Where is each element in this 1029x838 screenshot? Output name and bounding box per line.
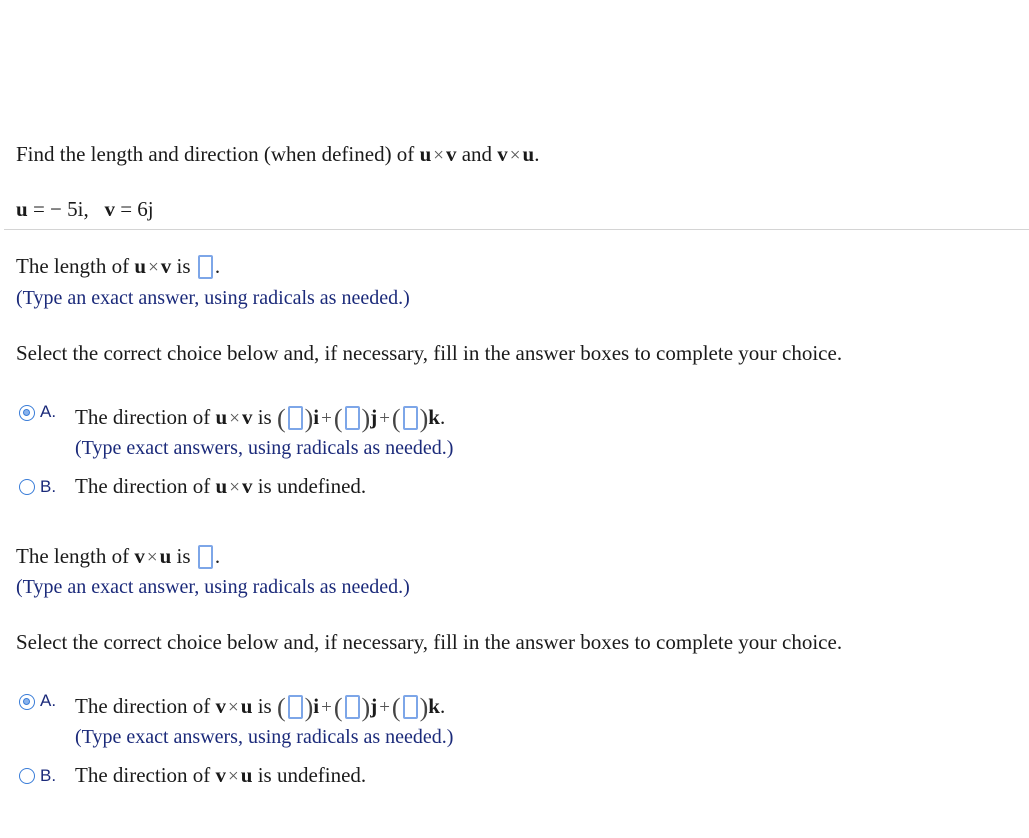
close-paren: ) <box>419 693 429 722</box>
cross-symbol: × <box>228 766 239 787</box>
length-suffix: is <box>176 254 191 278</box>
and-text: and <box>461 142 493 166</box>
part2-option-b-text <box>75 763 366 788</box>
part2-j-component-box[interactable] <box>345 695 360 719</box>
open-paren: ( <box>391 693 401 722</box>
part1-i-component-box[interactable] <box>288 406 303 430</box>
i-unit: i <box>313 405 320 429</box>
part2-option-a-hint: (Type exact answers, using radicals as needed.) <box>75 726 454 748</box>
k-unit: k <box>428 405 440 429</box>
part1-option-b-radio[interactable] <box>19 479 35 495</box>
v-symbol: v <box>215 763 227 787</box>
option-a-is: is <box>257 694 272 718</box>
u-symbol: u <box>134 254 147 278</box>
length-suffix: is <box>176 544 191 568</box>
option-b-prefix: The direction of <box>75 763 211 787</box>
part1-option-a-hint: (Type exact answers, using radicals as needed.) <box>75 437 454 459</box>
given-v-value: = 6j <box>120 197 154 221</box>
part1-j-component-box[interactable] <box>345 406 360 430</box>
part1-k-component-box[interactable] <box>403 406 418 430</box>
period: . <box>439 405 446 429</box>
u-symbol: u <box>522 142 535 166</box>
given-u-label: u <box>16 197 28 221</box>
part2-select-instruction: Select the correct choice below and, if necessary, fill in the answer boxes to complete your choice. <box>16 630 843 654</box>
part1-select-instruction: Select the correct choice below and, if necessary, fill in the answer boxes to complete your choice. <box>16 341 843 365</box>
divider <box>4 229 1029 230</box>
length-prefix: The length of <box>16 544 130 568</box>
cross-symbol: × <box>509 145 521 166</box>
cross-symbol: × <box>229 408 240 429</box>
part1-length-answer-box[interactable] <box>198 255 213 279</box>
part2-k-component-box[interactable] <box>403 695 418 719</box>
plus: + <box>379 697 390 718</box>
cross-symbol: × <box>228 697 239 718</box>
option-a-prefix: The direction of <box>75 694 211 718</box>
option-b-prefix: The direction of <box>75 474 211 498</box>
given-vectors <box>16 197 154 222</box>
k-unit: k <box>428 694 440 718</box>
part1-option-b-letter: B. <box>40 477 57 496</box>
v-symbol: v <box>215 694 227 718</box>
u-symbol: u <box>240 763 253 787</box>
cross-symbol: × <box>433 145 444 166</box>
open-paren: ( <box>333 404 343 433</box>
part2-option-a-letter: A. <box>40 691 57 710</box>
u-symbol: u <box>215 474 228 498</box>
part2-length-hint: (Type an exact answer, using radicals as needed.) <box>16 576 410 598</box>
close-paren: ) <box>304 404 314 433</box>
period: . <box>214 544 221 568</box>
open-paren: ( <box>276 404 286 433</box>
open-paren: ( <box>333 693 343 722</box>
plus: + <box>321 697 332 718</box>
length-prefix: The length of <box>16 254 130 278</box>
part2-option-b-radio[interactable] <box>19 768 35 784</box>
period: . <box>534 142 540 166</box>
cross-symbol: × <box>229 477 240 498</box>
i-unit: i <box>313 694 320 718</box>
close-paren: ) <box>304 693 314 722</box>
part1-length-hint: (Type an exact answer, using radicals as needed.) <box>16 287 410 309</box>
part1-option-a-letter: A. <box>40 402 57 421</box>
v-symbol: v <box>497 142 508 166</box>
close-paren: ) <box>361 404 371 433</box>
part1-option-b-text <box>75 474 366 499</box>
part2-length-answer-box[interactable] <box>198 545 213 569</box>
open-paren: ( <box>276 693 286 722</box>
u-symbol: u <box>215 405 228 429</box>
close-paren: ) <box>419 404 429 433</box>
v-symbol: v <box>445 142 457 166</box>
cross-symbol: × <box>148 257 159 278</box>
option-a-is: is <box>257 405 272 429</box>
close-paren: ) <box>361 693 371 722</box>
part2-option-a-radio[interactable] <box>19 694 35 710</box>
given-v-label: v <box>104 197 115 221</box>
instruction-text: Find the length and direction (when defined) of <box>16 142 415 166</box>
period: . <box>439 694 446 718</box>
plus: + <box>321 408 332 429</box>
v-symbol: v <box>134 544 145 568</box>
part1-option-a-radio[interactable] <box>19 405 35 421</box>
part2-option-a-text <box>75 694 445 721</box>
option-b-suffix: is undefined. <box>257 763 367 787</box>
j-unit: j <box>370 405 378 429</box>
given-u-value: = − 5i, <box>32 197 89 221</box>
u-symbol: u <box>419 142 432 166</box>
j-unit: j <box>370 694 378 718</box>
plus: + <box>379 408 390 429</box>
problem-statement <box>16 142 539 167</box>
option-b-suffix: is undefined. <box>257 474 367 498</box>
cross-symbol: × <box>146 547 158 568</box>
u-symbol: u <box>240 694 253 718</box>
period: . <box>214 254 221 278</box>
option-a-prefix: The direction of <box>75 405 211 429</box>
v-symbol: v <box>241 474 253 498</box>
part1-option-a-text <box>75 405 445 432</box>
part2-option-b-letter: B. <box>40 766 57 785</box>
part1-length-line <box>16 254 220 279</box>
part2-length-line <box>16 544 220 569</box>
v-symbol: v <box>241 405 253 429</box>
part2-i-component-box[interactable] <box>288 695 303 719</box>
v-symbol: v <box>160 254 172 278</box>
open-paren: ( <box>391 404 401 433</box>
u-symbol: u <box>159 544 172 568</box>
